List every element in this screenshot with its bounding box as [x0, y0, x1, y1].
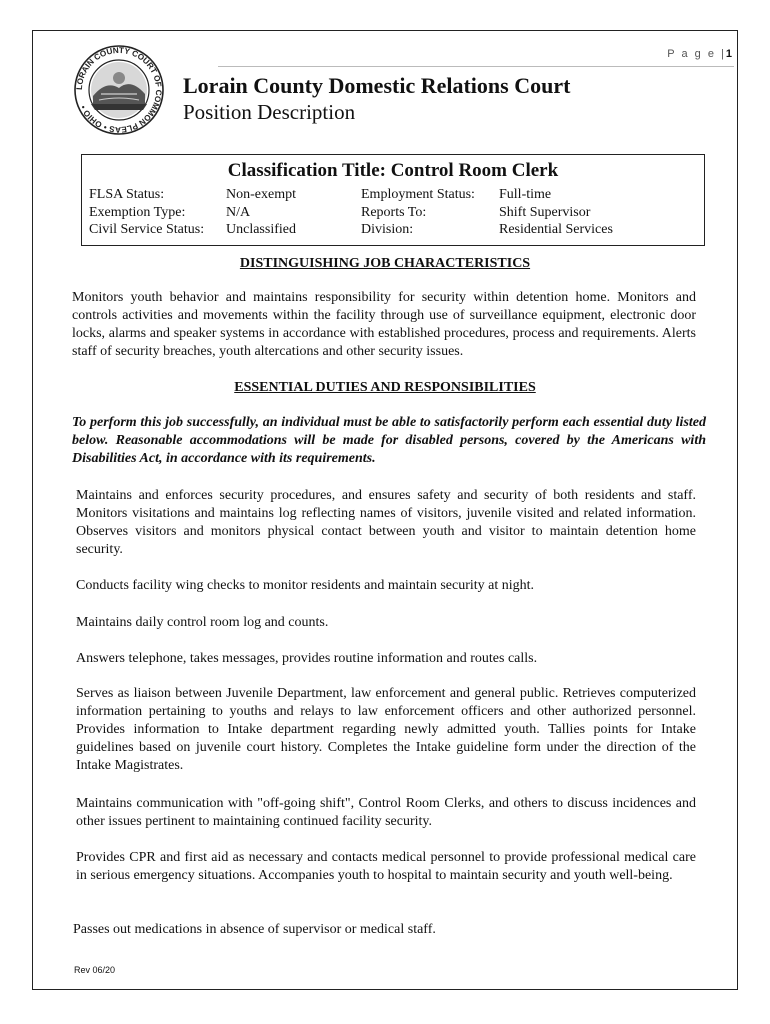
svg-text:LORAIN COUNTY COURT OF COMMON: LORAIN COUNTY COURT OF COMMON PLEAS • OHIO • [74, 45, 164, 135]
classification-row [89, 221, 699, 239]
duties-heading: ESSENTIAL DUTIES AND RESPONSIBILITIES [234, 380, 536, 395]
duty-item: Answers telephone, takes messages, provides routine information and routes calls. [76, 651, 538, 666]
field-value: Shift Supervisor [499, 204, 591, 220]
classification-row [89, 204, 699, 222]
court-seal-logo [73, 44, 165, 136]
page-number: 1 [725, 48, 732, 60]
field-value: Residential Services [499, 222, 613, 237]
field-label: Reports To: [361, 204, 427, 220]
header-rule [218, 66, 734, 67]
field-label: Division: [361, 222, 414, 237]
duty-item: Maintains and enforces security procedures, and ensures safety and security of both residents and staff. Monitors visitations and maintains log reflecting names of visitors, juvenile visited and related information. Observes visitors and monitors physical contact between youth and visitor to maintain detention home security. [76, 488, 696, 557]
classification-row [89, 186, 699, 204]
duties-intro: To perform this job successfully, an individual must be able to satisfactorily perform each essential duty listed below. Reasonable accommodations will be made for disabled persons, covered by the Americans with Disabilities Act, in accordance with its requirements. [72, 415, 706, 466]
field-value: Full-time [499, 187, 552, 202]
duty-item: Serves as liaison between Juvenile Department, law enforcement and general public. Retrieves computerized information pertaining to youths and relays to law enforcement officers and other authorized personnel. Provides information to Intake department regarding newly admitted youth. Tallies points for Intake guidelines based on juvenile court history. Completes the Intake guideline form under the direction of the Intake Magistrates. [76, 686, 696, 773]
duty-item: Conducts facility wing checks to monitor residents and maintain security at night. [76, 578, 535, 593]
duty-item: Provides CPR and first aid as necessary and contacts medical personnel to provide professional medical care in serious emergency situations. Accompanies youth to hospital to maintain security and youth well-being. [76, 850, 696, 883]
revision-label: Rev 06/20 [74, 965, 116, 975]
distinguishing-heading: DISTINGUISHING JOB CHARACTERISTICS [239, 256, 531, 271]
field-label: Civil Service Status: [89, 222, 205, 237]
duty-item: Maintains communication with "off-going shift", Control Room Clerks, and others to discuss incidences and other issues pertinent to maintaining continued facility security. [76, 796, 696, 829]
field-label: Exemption Type: [89, 204, 186, 220]
classification-box [81, 154, 705, 246]
field-value: Non-exempt [226, 187, 296, 202]
field-label: Employment Status: [361, 187, 475, 202]
field-label: FLSA Status: [89, 187, 165, 202]
court-name: Lorain County Domestic Relations Court [183, 73, 571, 98]
title-block [183, 73, 570, 125]
page-number-label: P a g e |1 [667, 48, 732, 60]
field-value: N/A [226, 204, 251, 220]
classification-title: Classification Title: Control Room Clerk [227, 160, 559, 181]
document-type: Position Description [183, 100, 356, 124]
classification-grid [89, 186, 699, 239]
duty-item: Maintains daily control room log and counts. [76, 615, 329, 630]
field-value: Unclassified [226, 222, 296, 237]
distinguishing-paragraph: Monitors youth behavior and maintains responsibility for security within detention home. Monitors and controls activities and movements within the facility through use of surveillance equipment, electronic door locks, alarms and speaker systems in accordance with established procedures, process and requirements. Alerts staff of security breaches, youth altercations and other security issues. [72, 290, 696, 359]
duty-item: Passes out medications in absence of supervisor or medical staff. [73, 922, 436, 937]
